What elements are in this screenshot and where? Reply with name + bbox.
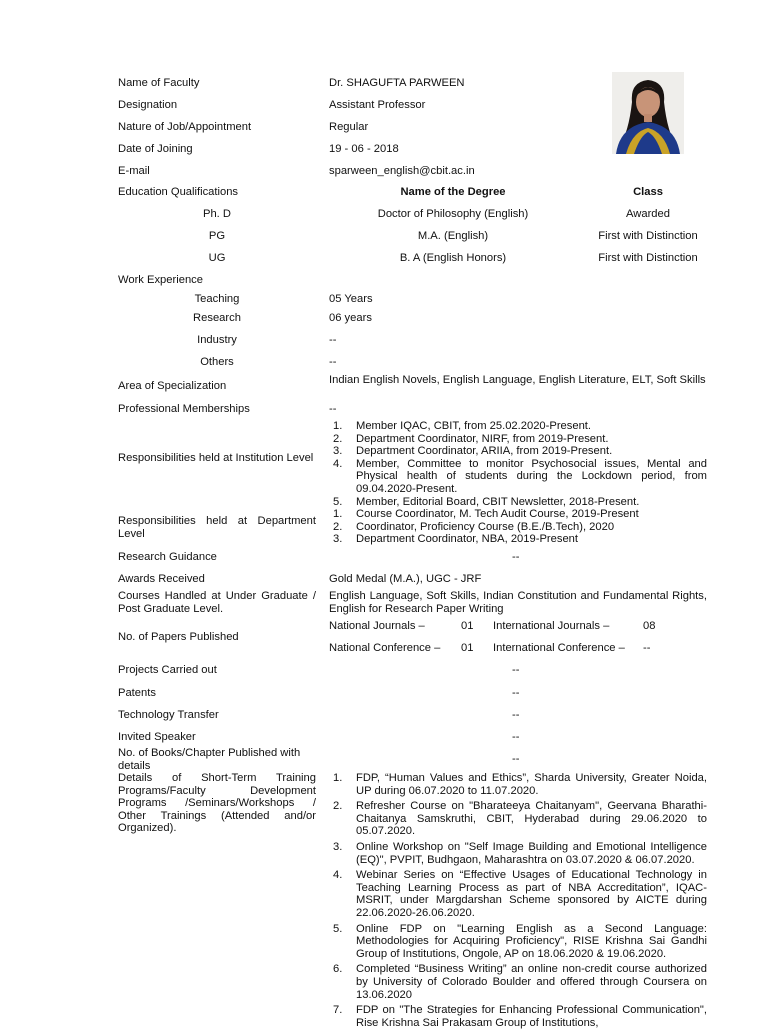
list-item: 3. Online Workshop on "Self Image Building and Emotional Intelligence (EQ)", PVPIT, Budhgaon, Maharashtra on 03.07.2020 & 06.07.2020. xyxy=(333,840,707,866)
invited-label: Invited Speaker xyxy=(118,731,196,743)
name-label: Name of Faculty xyxy=(118,77,200,89)
work-type: Research xyxy=(193,312,241,324)
list-item: 5. Online FDP on "Learning English as a Second Language: Methodologies for Acquiring Proficiency", RISE Krishna Sai Gandhi Group of Institutions, Ongole, AP on 18.06.2020 & 19.06.2020. xyxy=(333,922,707,960)
international-journals-label: International Journals – xyxy=(493,620,610,632)
email-value[interactable]: sparween_english@cbit.ac.in xyxy=(329,165,475,177)
projects-value: -- xyxy=(512,664,520,676)
work-value: 06 years xyxy=(329,312,372,324)
degree-header: Name of the Degree xyxy=(400,186,506,198)
trainings-label: Details of Short-Term Training Programs/Faculty Development Programs /Seminars/Workshops / Other Trainings (Attended and/or Organized). xyxy=(118,772,316,835)
list-item: 3. Department Coordinator, NBA, 2019-Present xyxy=(333,533,579,546)
national-conference-count: 01 xyxy=(461,642,474,654)
projects-label: Projects Carried out xyxy=(118,664,217,676)
research-guidance-value: -- xyxy=(512,551,520,563)
faculty-name: Dr. SHAGUFTA PARWEEN xyxy=(329,77,465,89)
papers-label: No. of Papers Published xyxy=(118,631,239,643)
national-journals-label: National Journals – xyxy=(329,620,425,632)
work-label: Work Experience xyxy=(118,274,203,286)
specialization-label: Area of Specialization xyxy=(118,380,227,392)
courses-value: English Language, Soft Skills, Indian Constitution and Fundamental Rights, English for Research Paper Writing xyxy=(329,590,707,615)
nature-value: Regular xyxy=(329,121,369,133)
list-item: 4. Webinar Series on “Effective Usages of Educational Technology in Teaching Learning Process as part of NBA Accreditation”, IQAC-MSRIT, under Margdarshan Scheme sponsored by AICTE during 22.06.2020-26.06.2020. xyxy=(333,869,707,919)
work-type: Others xyxy=(200,356,234,368)
list-item: 1. Course Coordinator, M. Tech Audit Course, 2019-Present xyxy=(333,508,639,520)
international-journals-count: 08 xyxy=(643,620,656,632)
invited-value: -- xyxy=(512,731,520,743)
work-type: Industry xyxy=(197,334,237,346)
list-item: 7. FDP on "The Strategies for Enhancing Professional Communication", Rise Krishna Sai Prakasam Group of Institutions, xyxy=(333,1004,707,1029)
list-item: 3. Department Coordinator, ARIIA, from 2019-Present. xyxy=(333,445,613,458)
resp-department-list xyxy=(329,508,707,546)
work-type: Teaching xyxy=(194,293,240,305)
international-conference-label: International Conference – xyxy=(493,642,625,654)
patents-label: Patents xyxy=(118,687,156,699)
education-label: Education Qualifications xyxy=(118,186,239,198)
patents-value: -- xyxy=(512,687,520,699)
resp-department-label: Responsibilities held at Department Level xyxy=(118,515,316,540)
joining-label: Date of Joining xyxy=(118,143,193,155)
designation-value: Assistant Professor xyxy=(329,99,426,111)
edu-degree: M.A. (English) xyxy=(417,230,489,242)
awards-value: Gold Medal (M.A.), UGC - JRF xyxy=(329,573,482,585)
list-item: 6. Completed “Business Writing” an online non-credit course authorized by University of Colorado Boulder and offered through Coursera on 13.06.2020 xyxy=(333,963,707,1001)
tech-transfer-label: Technology Transfer xyxy=(118,709,219,721)
specialization-value: Indian English Novels, English Language, English Literature, ELT, Soft Skills xyxy=(329,374,706,386)
awards-label: Awards Received xyxy=(118,573,205,585)
books-value: -- xyxy=(512,753,520,765)
list-item: 5. Member, Editorial Board, CBIT Newsletter, 2018-Present. xyxy=(333,495,640,508)
memberships-label: Professional Memberships xyxy=(118,403,250,415)
resp-institution-label: Responsibilities held at Institution Level xyxy=(118,452,314,464)
trainings-list xyxy=(329,772,707,1029)
memberships-value: -- xyxy=(329,403,337,415)
designation-label: Designation xyxy=(118,99,178,111)
list-item: 2. Refresher Course on "Bharateeya Chaitanyam", Geervana Bharathi-Chaitanya Samskruthi, CBIT, Hyderabad during 29.06.2020 to 05.07.2020. xyxy=(333,800,707,838)
work-value: -- xyxy=(329,356,337,368)
edu-class: First with Distinction xyxy=(598,252,698,264)
work-value: 05 Years xyxy=(329,293,373,305)
international-conference-count: -- xyxy=(643,642,651,654)
email-label: E-mail xyxy=(118,165,150,177)
list-item: 4. Member, Committee to monitor Psychosocial issues, Mental and Physical health of students during the Lockdown period, from 09.04.2020-Present. xyxy=(333,457,707,495)
joining-value: 19 - 06 - 2018 xyxy=(329,143,399,155)
class-header: Class xyxy=(633,186,663,198)
nature-label: Nature of Job/Appointment xyxy=(118,121,252,133)
work-value: -- xyxy=(329,334,337,346)
edu-class: Awarded xyxy=(626,208,670,220)
edu-level: Ph. D xyxy=(203,208,231,220)
courses-label: Courses Handled at Under Graduate / Post Graduate Level. xyxy=(118,590,316,615)
research-guidance-label: Research Guidance xyxy=(118,551,217,563)
books-label: No. of Books/Chapter Published with details xyxy=(118,747,301,772)
tech-transfer-value: -- xyxy=(512,709,520,721)
edu-degree: B. A (English Honors) xyxy=(399,252,507,264)
edu-class: First with Distinction xyxy=(598,230,698,242)
national-conference-label: National Conference – xyxy=(329,642,441,654)
list-item: 1. FDP, “Human Values and Ethics”, Sharda University, Greater Noida, UP during 06.07.2020 to 11.07.2020. xyxy=(333,772,707,797)
edu-level: PG xyxy=(208,230,226,242)
list-item: 2. Coordinator, Proficiency Course (B.E./B.Tech), 2020 xyxy=(333,520,615,533)
national-journals-count: 01 xyxy=(461,620,474,632)
resp-institution-list xyxy=(329,420,707,508)
edu-level: UG xyxy=(208,252,226,264)
list-item: 1. Member IQAC, CBIT, from 25.02.2020-Present. xyxy=(333,420,592,432)
list-item: 2. Department Coordinator, NIRF, from 2019-Present. xyxy=(333,432,609,445)
edu-degree: Doctor of Philosophy (English) xyxy=(377,208,529,220)
